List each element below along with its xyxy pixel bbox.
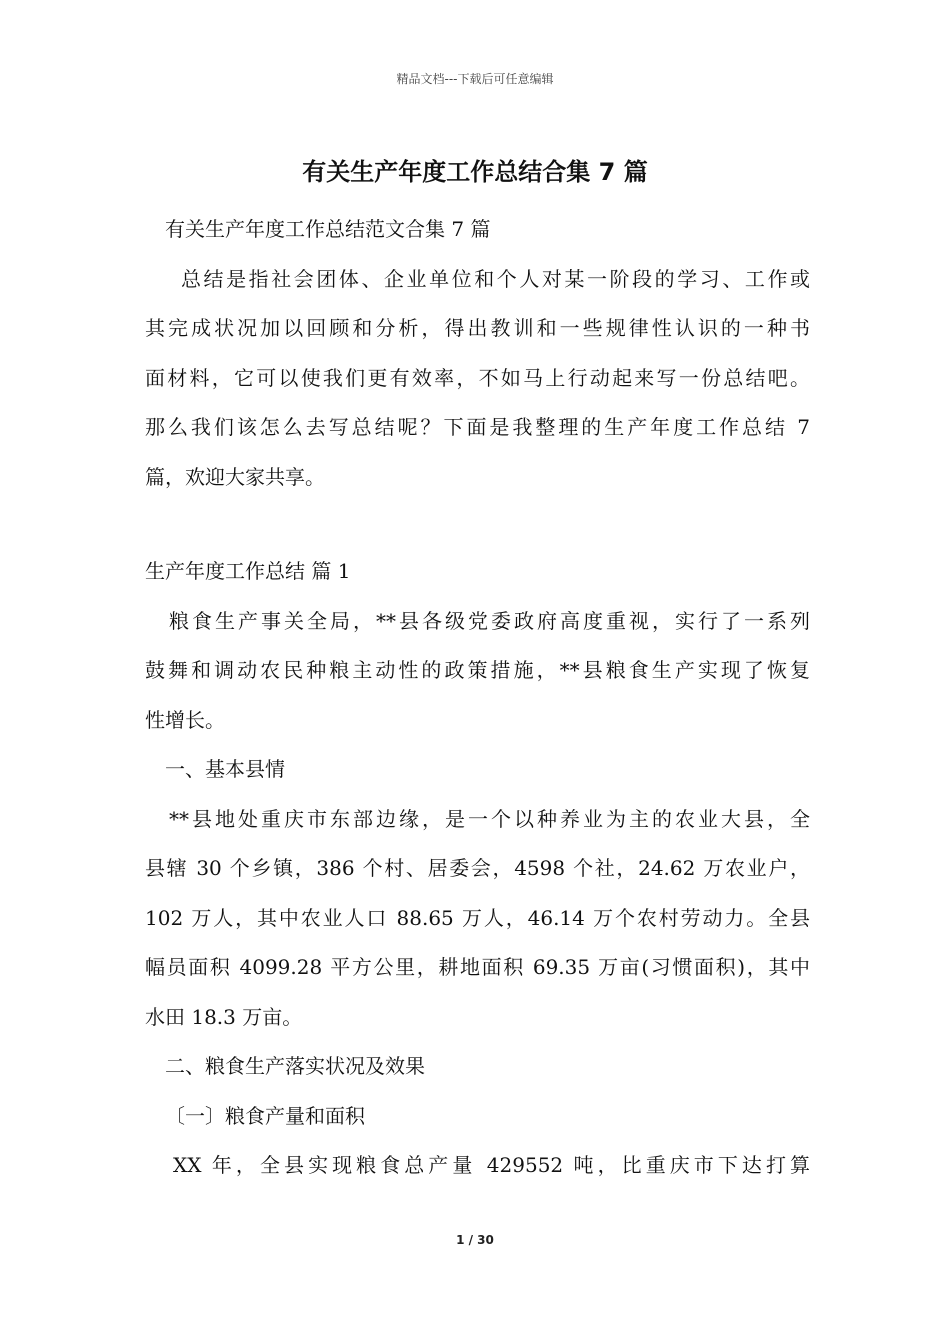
intro-line-2: 其完成状况加以回顾和分析，得出教训和一些规律性认识的一种书 [145,316,810,340]
subtitle: 有关生产年度工作总结范文合集 7 篇 [165,217,491,241]
basic-line-5: 水田 18.3 万亩。 [145,1004,303,1029]
intro-line-3: 面材料，它可以使我们更有效率，不如马上行动起来写一份总结吧。 [145,365,810,390]
intro-line-4: 那么我们该怎么去写总结呢？下面是我整理的生产年度工作总结 7 [145,415,810,439]
heading-grain-production: 二、粮食生产落实状况及效果 [165,1054,425,1078]
intro-line-5: 篇，欢迎大家共享。 [145,464,325,489]
page-number: 1 / 30 [456,1233,494,1247]
paragraph-gap [145,502,810,547]
heading-grain-output-area: 〔一〕粮食产量和面积 [165,1103,365,1128]
grain-para-line-1: XX 年，全县实现粮食总产量 429552 吨，比重庆市下达打算 [173,1153,810,1177]
basic-line-4: 幅员面积 4099.28 平方公里，耕地面积 69.35 万亩(习惯面积)，其中 [145,955,810,979]
section1-heading: 生产年度工作总结 篇 1 [145,559,351,583]
section1-para-line-1: 粮食生产事关全局，**县各级党委政府高度重视，实行了一系列 [169,608,810,633]
section1-para-line-2: 鼓舞和调动农民种粮主动性的政策措施，**县粮食生产实现了恢复 [145,658,810,682]
document-title: 有关生产年度工作总结合集 7 篇 [302,158,648,186]
basic-line-2: 县辖 30 个乡镇，386 个村、居委会，4598 个社，24.62 万农业户， [145,856,810,880]
document-body [145,205,810,1191]
heading-basic-info: 一、基本县情 [165,757,285,781]
basic-line-3: 102 万人，其中农业人口 88.65 万人，46.14 万个农村劳动力。全县 [145,905,810,930]
intro-line-1: 总结是指社会团体、企业单位和个人对某一阶段的学习、工作或 [181,266,810,291]
section1-para-line-3: 性增长。 [145,707,225,732]
page-header: 精品文档---下载后可任意编辑 [396,72,554,86]
basic-line-1: **县地处重庆市东部边缘，是一个以种养业为主的农业大县，全 [169,806,810,831]
